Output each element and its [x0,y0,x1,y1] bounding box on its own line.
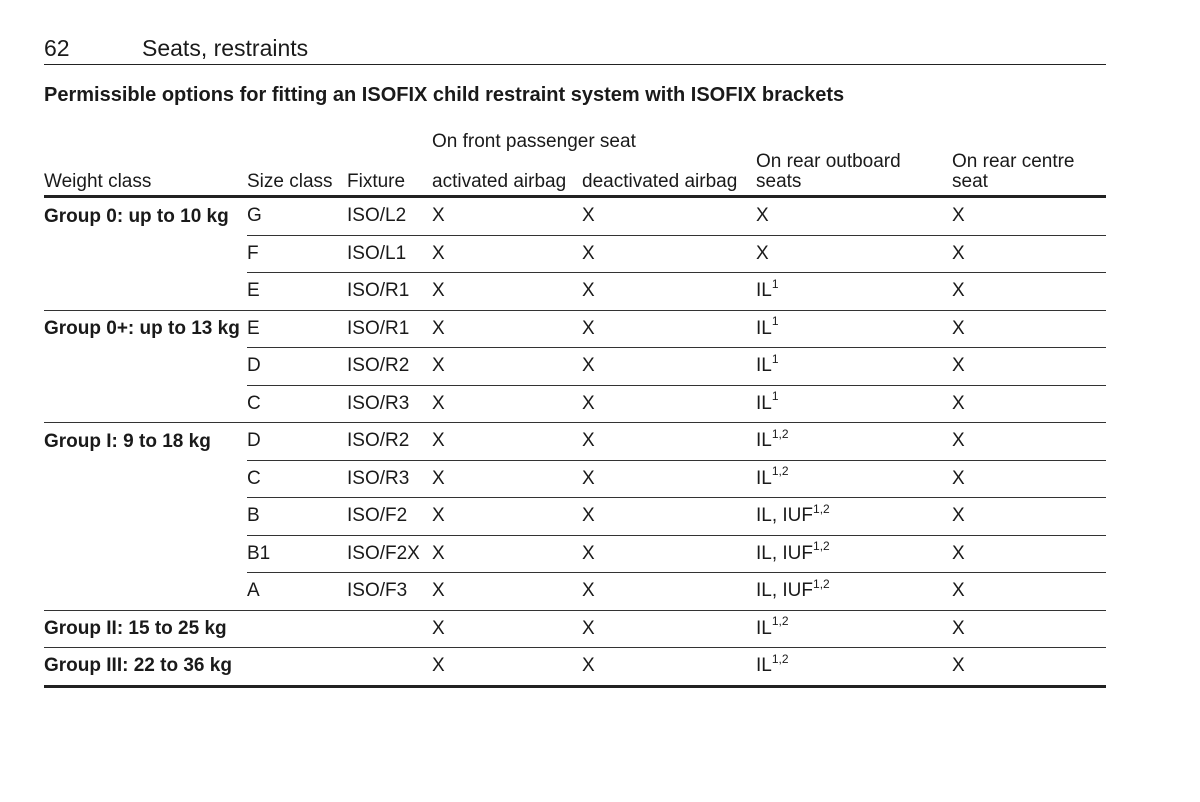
footnote-ref: 1 [771,351,779,366]
weight-class-cell [44,235,247,273]
fixture-cell: ISO/R3 [347,385,432,423]
weight-class-cell: Group II: 15 to 25 kg [44,610,247,648]
weight-class-cell [44,273,247,311]
rear-outboard-cell: $IL^1$ [756,273,952,311]
header-rear-centre: On rear centre seat [952,151,1075,192]
table-header [44,122,1106,197]
fixture-cell: ISO/F3 [347,573,432,611]
weight-class-cell: Group 0: up to 10 kg [44,205,229,227]
rear-centre-cell: X [952,385,1106,423]
rear-centre-cell: X [952,197,1106,236]
deactivated-airbag-cell: X [582,385,756,423]
rear-centre-cell: X [952,273,1106,311]
deactivated-airbag-cell: X [582,310,756,348]
table-row [44,310,1106,348]
rear-outboard-cell: $IL^1$ [756,385,952,423]
size-class-cell: D [247,423,347,461]
header-weight-class: Weight class [44,171,152,192]
header-front-passenger-seat: On front passenger seat [432,131,636,152]
fixture-cell: ISO/L1 [347,235,432,273]
table-body [44,197,1106,687]
deactivated-airbag-cell: X [582,610,756,648]
footnote-ref: 1 [771,389,779,404]
fixture-cell [347,610,432,648]
header-fixture: Fixture [347,171,406,192]
fixture-cell: ISO/R2 [347,348,432,386]
fixture-cell: ISO/F2X [347,535,432,573]
table-row [44,498,1106,536]
activated-airbag-cell: X [432,385,582,423]
activated-airbag-cell: X [432,573,582,611]
deactivated-airbag-cell: X [582,573,756,611]
footnote-ref: 1,2 [771,614,789,629]
deactivated-airbag-cell: X [582,535,756,573]
footnote-ref: 1 [771,276,779,291]
activated-airbag-cell: X [432,460,582,498]
deactivated-airbag-cell: X [582,498,756,536]
header-deactivated-airbag: deactivated airbag [582,171,738,192]
weight-class-cell [44,498,247,536]
fixture-cell: ISO/R1 [347,273,432,311]
activated-airbag-cell: X [432,498,582,536]
weight-class-cell [44,573,247,611]
size-class-cell: E [247,310,347,348]
deactivated-airbag-cell: X [582,648,756,687]
weight-class-cell [44,460,247,498]
fixture-cell: ISO/R2 [347,423,432,461]
deactivated-airbag-cell: X [582,273,756,311]
deactivated-airbag-cell: X [582,197,756,236]
rear-outboard-cell: IL$^{1,2}$ [756,423,952,461]
table-row [44,573,1106,611]
weight-class-cell [44,385,247,423]
table-row [44,197,1106,236]
fixture-cell: ISO/R1 [347,310,432,348]
size-class-cell: E [247,273,347,311]
rear-centre-cell: X [952,573,1106,611]
activated-airbag-cell: X [432,273,582,311]
rear-centre-cell: X [952,348,1106,386]
footnote-ref: 1,2 [813,501,830,516]
deactivated-airbag-cell: X [582,423,756,461]
size-class-cell: F [247,235,347,273]
size-class-cell [247,610,347,648]
rear-outboard-cell: IL$^{1,2}$ [756,648,952,687]
size-class-cell: B [247,498,347,536]
activated-airbag-cell: X [432,235,582,273]
rear-centre-cell: X [952,310,1106,348]
size-class-cell: C [247,385,347,423]
section-title: Seats, restraints [142,35,309,61]
footnote-ref: 1,2 [771,651,789,666]
activated-airbag-cell: X [432,310,582,348]
rear-outboard-cell: $IL^1$ [756,348,952,386]
table-row [44,610,1106,648]
table-row [44,385,1106,423]
header-size-class: Size class [247,171,333,192]
weight-class-cell [44,535,247,573]
footnote-ref: 1,2 [771,426,789,441]
header-rear-outboard: On rear outboard seats [756,151,901,192]
rear-outboard-cell: X [756,197,952,236]
fixture-cell: ISO/L2 [347,197,432,236]
deactivated-airbag-cell: X [582,460,756,498]
fixture-cell: ISO/F2 [347,498,432,536]
rear-outboard-cell: $IL^1$ [756,310,952,348]
weight-class-cell [44,348,247,386]
table-row [44,348,1106,386]
rear-outboard-cell: IL, IUF$^{1,2}$ [756,535,952,573]
table-row [44,423,1106,461]
deactivated-airbag-cell: X [582,235,756,273]
footnote-ref: 1,2 [813,576,830,591]
table-row [44,648,1106,687]
footnote-ref: 1,2 [813,539,830,554]
weight-class-cell: Group 0+: up to 13 kg [44,318,240,339]
rear-outboard-cell: X [756,235,952,273]
size-class-cell [247,648,347,687]
activated-airbag-cell: X [432,423,582,461]
rear-centre-cell: X [952,535,1106,573]
rear-outboard-cell: IL$^{1,2}$ [756,460,952,498]
rear-centre-cell: X [952,460,1106,498]
rear-outboard-cell: IL, IUF$^{1,2}$ [756,498,952,536]
activated-airbag-cell: X [432,535,582,573]
table-caption: Permissible options for fitting an ISOFIX child restraint system with ISOFIX brackets [44,84,845,106]
rear-centre-cell: X [952,498,1106,536]
size-class-cell: B1 [247,535,347,573]
table-row [44,235,1106,273]
page-number: 62 [44,35,70,61]
activated-airbag-cell: X [432,197,582,236]
rear-outboard-cell: IL$^{1,2}$ [756,610,952,648]
rear-centre-cell: X [952,648,1106,687]
table-row [44,273,1106,311]
footnote-ref: 1 [771,314,779,329]
header-activated-airbag: activated airbag [432,171,567,192]
isofix-table [44,122,1106,688]
rear-centre-cell: X [952,423,1106,461]
page-header [44,30,1106,65]
footnote-ref: 1,2 [771,464,789,479]
table-row [44,460,1106,498]
rear-centre-cell: X [952,610,1106,648]
fixture-cell [347,648,432,687]
size-class-cell: C [247,460,347,498]
size-class-cell: G [247,197,347,236]
activated-airbag-cell: X [432,610,582,648]
size-class-cell: A [247,573,347,611]
table-row [44,535,1106,573]
deactivated-airbag-cell: X [582,348,756,386]
size-class-cell: D [247,348,347,386]
rear-centre-cell: X [952,235,1106,273]
weight-class-cell: Group III: 22 to 36 kg [44,648,247,687]
weight-class-cell: Group I: 9 to 18 kg [44,430,211,452]
activated-airbag-cell: X [432,648,582,687]
rear-outboard-cell: IL, IUF$^{1,2}$ [756,573,952,611]
fixture-cell: ISO/R3 [347,460,432,498]
activated-airbag-cell: X [432,348,582,386]
